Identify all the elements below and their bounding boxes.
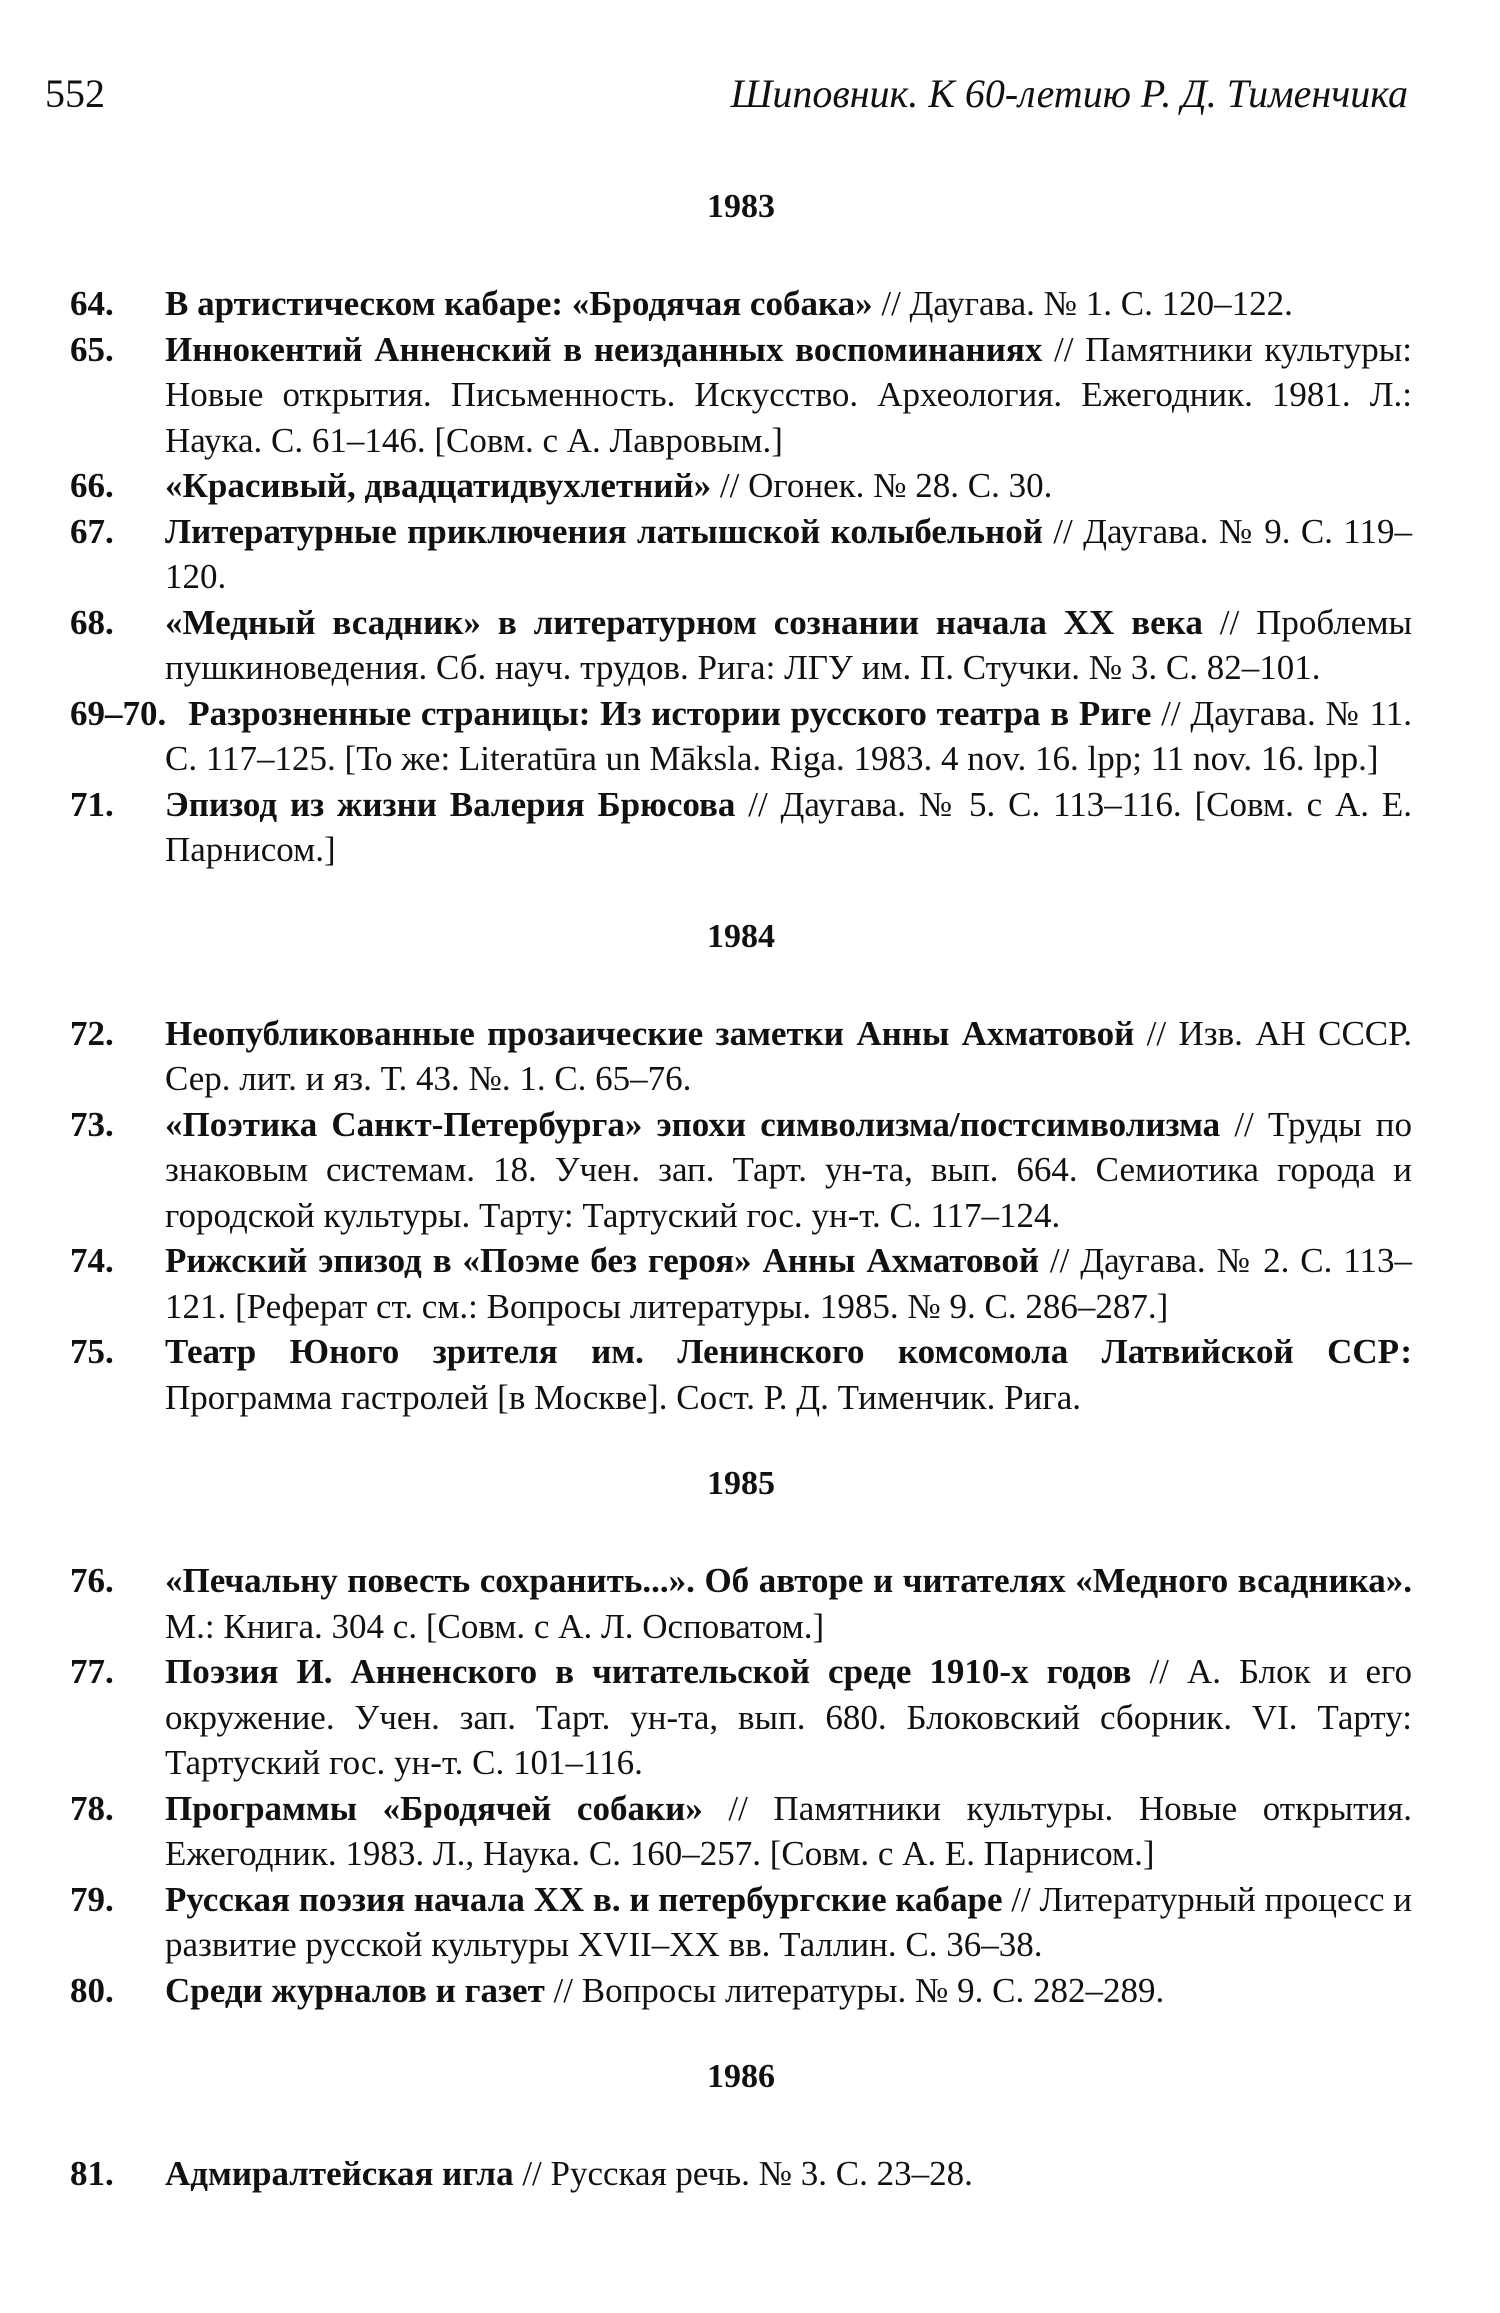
entry-number: 78. [70, 1788, 114, 1828]
entry-number: 73. [70, 1104, 114, 1144]
entry-citation: // Даугава. № 11. С. 117–125. [То же: Literatūra un Māksla. Riga. 1983. 4 nov. 16. lpp; 11 nov. 16. lpp.] [165, 693, 1413, 778]
entry-number: 76. [70, 1561, 114, 1600]
year-heading: 1986 [707, 2058, 775, 2095]
entry-number: 65. [70, 329, 114, 369]
entry-citation: // Русская речь. № 3. С. 23–28. [513, 2154, 973, 2193]
entry-citation: // Даугава. № 9. С. 119–120. [165, 511, 1412, 596]
entry-number: 72. [70, 1013, 114, 1053]
entry-number: 64. [70, 284, 114, 323]
entry-number: 74. [70, 1241, 114, 1280]
entry-title: «Медный всадник» в литературном сознании начала XX века [165, 602, 1203, 642]
bibliography-entry [70, 1329, 1412, 1420]
year-heading: 1983 [707, 188, 775, 225]
entry-number: 69–70. [70, 693, 167, 733]
entry-number: 80. [70, 1970, 114, 2010]
entry-title: Иннокентий Анненский в неизданных воспоминаниях [165, 329, 1043, 369]
entry-title: «Поэтика Санкт-Петербурга» эпохи символизма/постсимволизма [165, 1104, 1221, 1144]
entry-citation: // Литературный процесс и развитие русской культуры XVII–XX вв. Таллин. С. 36–38. [165, 1879, 1412, 1964]
bibliography-entry [70, 1786, 1412, 1877]
page-number: 552 [45, 71, 105, 116]
entry-citation: // Изв. АН СССР. Сер. лит. и яз. Т. 43. №. 1. С. 65–76. [165, 1013, 1412, 1098]
entry-title: Русская поэзия начала XX в. и петербургские кабаре [165, 1879, 1003, 1919]
bibliography-entry [70, 1238, 1412, 1329]
bibliography-entry [70, 1102, 1412, 1239]
entry-citation: // Памятники культуры. Новые открытия. Ежегодник. 1983. Л., Наука. С. 160–257. [Совм. с А. Е. Парнисом.] [165, 1788, 1412, 1873]
bibliography-entry [70, 1877, 1412, 1968]
bibliography-entry [70, 1011, 1412, 1102]
year-heading: 1984 [707, 917, 775, 955]
bibliography-entry [70, 327, 1412, 464]
entry-number: 75. [70, 1332, 114, 1371]
entry-number: 77. [70, 1652, 114, 1691]
entry-title: Поэзия И. Анненского в читательской среде 1910-х годов [165, 1652, 1132, 1691]
entry-number: 68. [70, 602, 114, 642]
bibliography-entry [70, 509, 1412, 600]
entry-number: 81. [70, 2154, 114, 2193]
entry-title: Разрозненные страницы: Из истории русского театра в Риге [188, 693, 1152, 733]
entry-title: Эпизод из жизни Валерия Брюсова [165, 784, 736, 824]
entry-title: Адмиралтейская игла [165, 2154, 514, 2193]
entry-number: 79. [70, 1879, 114, 1919]
entry-citation: // Даугава. № 2. С. 113–121. [Реферат ст. см.: Вопросы литературы. 1985. № 9. С. 286–287.] [165, 1241, 1412, 1326]
entry-title: Театр Юного зрителя им. Ленинского комсомола Латвийской ССР: [165, 1332, 1412, 1371]
entry-number: 67. [70, 511, 114, 551]
bibliography-entry [70, 463, 1412, 509]
bibliography-entry [70, 1558, 1412, 1649]
bibliography-entry [70, 1968, 1412, 2014]
entry-citation: // Проблемы пушкиноведения. Сб. науч. трудов. Рига: ЛГУ им. П. Стучки. № 3. С. 82–101. [165, 602, 1412, 687]
entry-citation: // Огонек. № 28. С. 30. [711, 466, 1053, 505]
bibliography-entry [70, 782, 1412, 873]
bibliography-entry [70, 600, 1412, 691]
entry-citation: // Труды по знаковым системам. 18. Учен. зап. Тарт. ун-та, вып. 664. Семиотика города и городской культуры. Тарту: Тартуский гос. ун-т. С. 117–124. [165, 1104, 1412, 1235]
entry-title: Литературные приключения латышской колыбельной [165, 511, 1043, 551]
entry-citation: // Даугава. № 5. С. 113–116. [Совм. с А. Е. Парнисом.] [165, 784, 1412, 869]
bibliography-entry [70, 691, 1412, 782]
entry-citation: М.: Книга. 304 с. [Совм. с А. Л. Осповатом.] [165, 1606, 825, 1646]
entry-citation: // Даугава. № 1. С. 120–122. [872, 284, 1293, 323]
entry-citation: // Вопросы литературы. № 9. С. 282–289. [544, 1970, 1165, 2010]
bibliography-entry [70, 281, 1412, 327]
entry-citation: Программа гастролей [в Москве]. Сост. Р. Д. Тименчик. Рига. [165, 1377, 1081, 1417]
entry-title: В артистическом кабаре: «Бродячая собака» [165, 284, 873, 323]
entry-citation: // А. Блок и его окружение. Учен. зап. Тарт. ун-та, вып. 680. Блоковский сборник. VI. Тарту: Тартуский гос. ун-т. С. 101–116. [165, 1652, 1412, 1782]
entry-title: Рижский эпизод в «Поэме без героя» Анны Ахматовой [165, 1241, 1039, 1280]
entry-title: «Печальну повесть сохранить...». Об авторе и читателях «Медного всадника». [165, 1561, 1412, 1600]
bibliography-entry [70, 1649, 1412, 1786]
entry-title: «Красивый, двадцатидвухлетний» [165, 466, 712, 505]
bibliography-list [70, 185, 1412, 2197]
entry-title: Среди журналов и газет [165, 1970, 545, 2010]
running-title: Шиповник. К 60-летию Р. Д. Тименчика [730, 71, 1408, 116]
year-heading: 1985 [707, 1465, 775, 1502]
entry-title: Неопубликованные прозаические заметки Анны Ахматовой [165, 1013, 1135, 1053]
bibliography-entry [70, 2151, 1412, 2197]
page-header [45, 70, 1408, 120]
entry-number: 66. [70, 466, 114, 505]
entry-number: 71. [70, 784, 114, 824]
entry-title: Программы «Бродячей собаки» [165, 1788, 703, 1828]
entry-citation: // Памятники культуры: Новые открытия. Письменность. Искусство. Археология. Ежегодник. 1981. Л.: Наука. С. 61–146. [Совм. с А. Лавровым.] [165, 329, 1412, 460]
